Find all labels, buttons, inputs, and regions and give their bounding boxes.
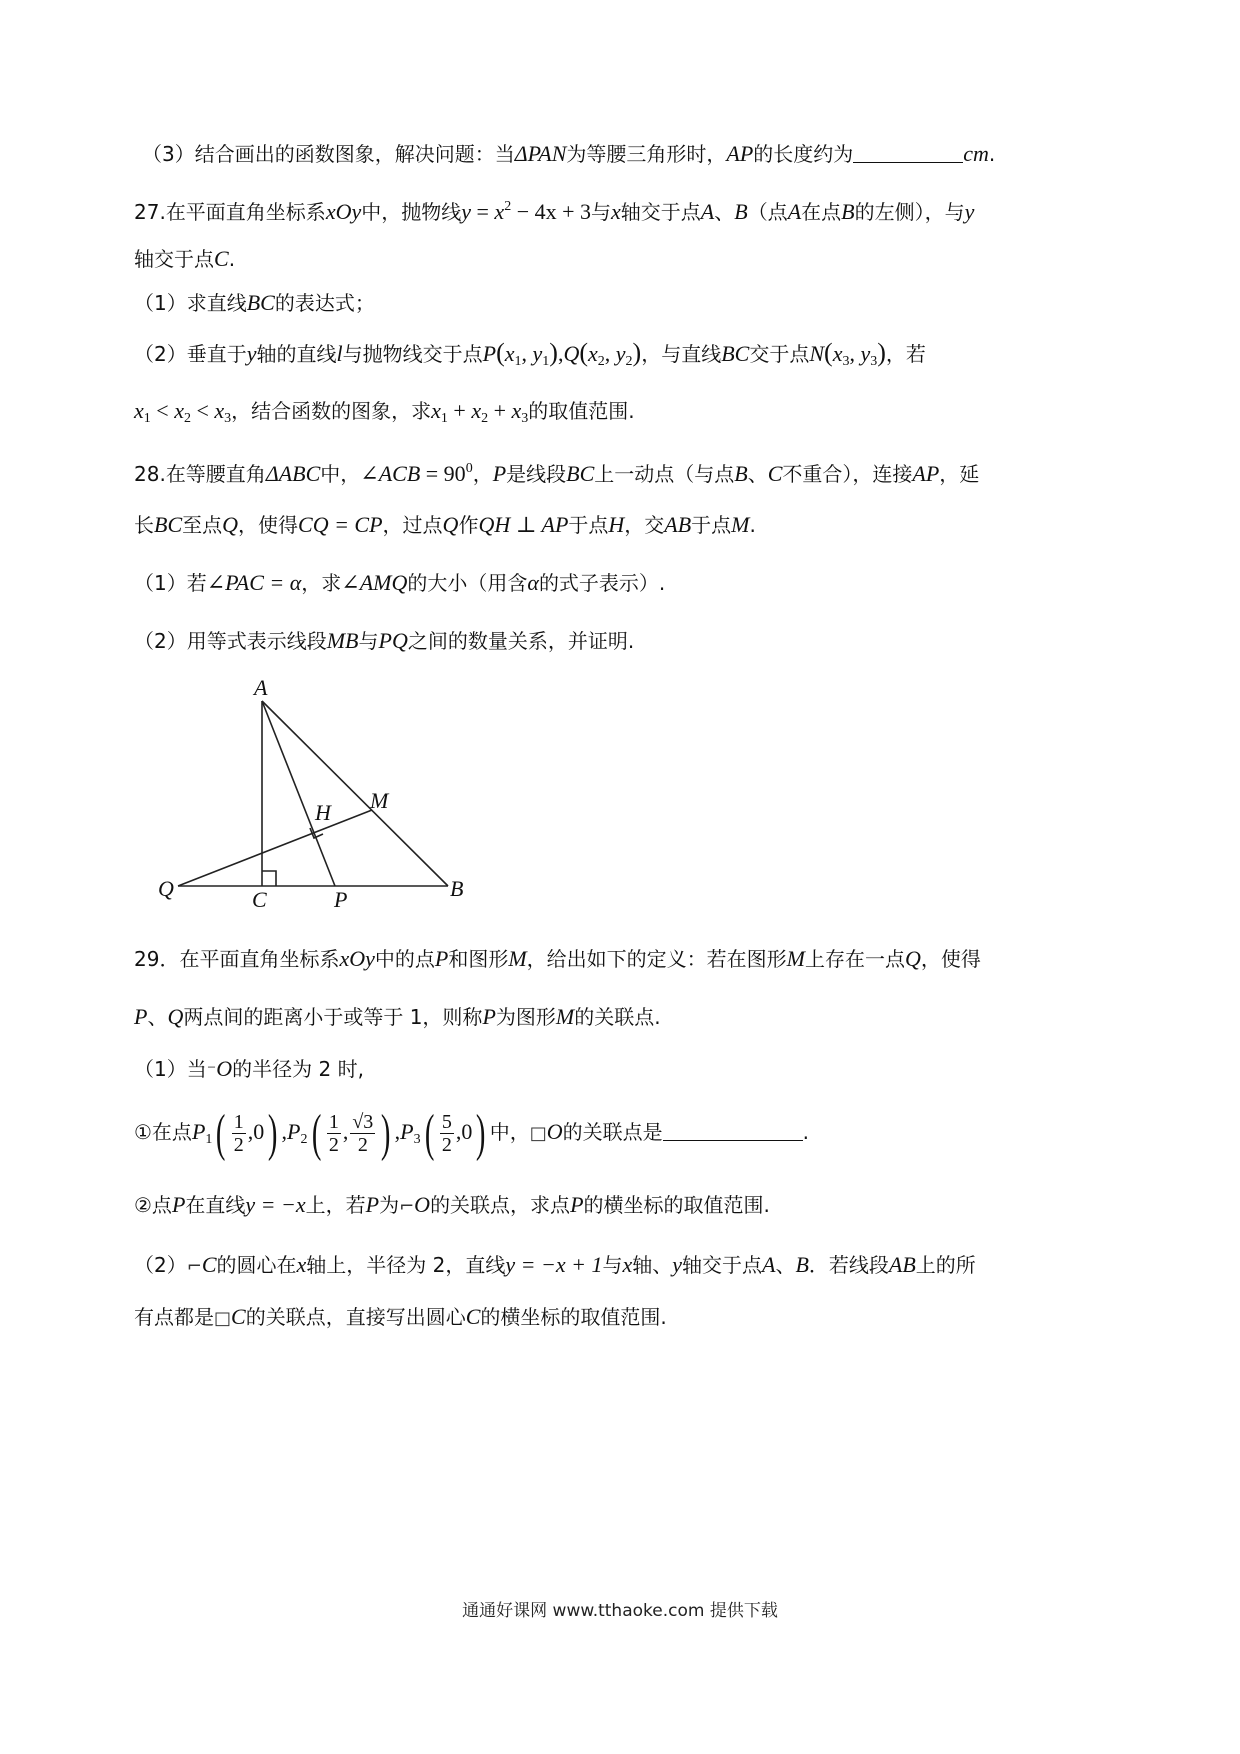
- segment-ab: [262, 701, 448, 886]
- label-b: B: [450, 876, 464, 901]
- circle-symbol-icon: ⌐: [186, 1256, 202, 1277]
- page-footer: 通通好课网 www.tthaoke.com 提供下载: [462, 1601, 778, 1621]
- circle-symbol-icon: □: [214, 1308, 232, 1329]
- label-q: Q: [158, 876, 174, 901]
- circle-symbol-icon: ⁻: [206, 1060, 217, 1081]
- q27-stem-line2: 轴交于点C.: [134, 246, 236, 271]
- q29-sub2: ②点P在直线y = −x上，若P为⌐O的关联点，求点P的横坐标的取值范围.: [134, 1192, 770, 1217]
- q28-stem-line2: 长BC至点Q，使得CQ = CP，过点Q作QH ⊥ AP于点H，交AB于点M.: [134, 512, 756, 537]
- label-h: H: [315, 800, 331, 825]
- q29-part2-line1: （2）⌐C的圆心在x轴上，半径为 2，直线y = −x + 1与x轴、y轴交于点A、B．若线段AB上的所: [134, 1252, 976, 1277]
- fraction-1: $\frac{1}{2}$: [233, 1111, 244, 1156]
- q29-part1: （1）当⁻O的半径为 2 时,: [134, 1056, 364, 1081]
- q27-part2-line2: $x_1 < x_2 < x_3$，结合函数的图象，求$x_1 + x_2 + x_3$的取值范围.: [134, 398, 635, 426]
- q29-part2-line2: 有点都是□C的关联点，直接写出圆心C的横坐标的取值范围.: [134, 1304, 667, 1329]
- q27-part2-line1: （2）垂直于y轴的直线l与抛物线交于点$P(x_1$, $y_1),Q(x_2$, $y_2$)，与直线BC交于点$N(x_3$, $y_3$)，若: [134, 338, 926, 369]
- q28-part1: （1）若∠PAC = α，求∠AMQ的大小（用含α的式子表示）.: [134, 570, 666, 595]
- segment-ap: [262, 701, 335, 886]
- fraction-4: $\frac{5}{2}$: [441, 1111, 452, 1156]
- circle-symbol-icon: ⌐: [399, 1196, 415, 1217]
- label-a: A: [254, 675, 268, 700]
- label-m: M: [370, 788, 389, 813]
- fraction-3: $\frac{√3}{2}$: [352, 1111, 374, 1156]
- q27-stem-line1: 27.在平面直角坐标系xOy中，抛物线$y = x^2 - 4x + 3$与x轴交于点A、B（点A在点B的左侧），与y: [134, 199, 975, 224]
- answer-blank-points: [663, 1118, 803, 1141]
- fraction-2: $\frac{1}{2}$: [328, 1111, 339, 1156]
- triangle-figure: [150, 668, 490, 918]
- q29-stem-line1: 29．在平面直角坐标系xOy中的点P和图形M，给出如下的定义：若在图形M上存在一点Q，使得: [134, 946, 981, 971]
- q27-part1: （1）求直线BC的表达式；: [134, 290, 375, 315]
- q29-sub1: ①在点$P_1$( $\frac{1}{2}$ ,0) $,P_2$( $\frac{1}{2}$ , $\frac{√3}{2}$ ) $,P_3$( $\frac{5}{2}$ ,0) 中，□O的关联点是 .: [134, 1104, 810, 1162]
- segment-qm: [178, 810, 372, 886]
- q29-stem-line2: P、Q两点间的距离小于或等于 1，则称P为图形M的关联点.: [134, 1004, 661, 1029]
- label-p: P: [334, 887, 348, 912]
- q28-part2: （2）用等式表示线段MB与PQ之间的数量关系，并证明.: [134, 628, 635, 653]
- q26-part3-line: （3）结合画出的函数图象，解决问题：当ΔPAN为等腰三角形时，AP的长度约为 cm.: [142, 141, 996, 166]
- right-angle-mark-c: [262, 871, 276, 886]
- answer-blank-ap: [853, 140, 963, 163]
- q28-stem-line1: 28.在等腰直角ΔABC中，∠ACB = $90^0$，P是线段BC上一动点（与点B、C不重合），连接AP，延: [134, 461, 980, 486]
- circle-symbol-icon: □: [529, 1123, 547, 1144]
- label-c: C: [252, 887, 267, 912]
